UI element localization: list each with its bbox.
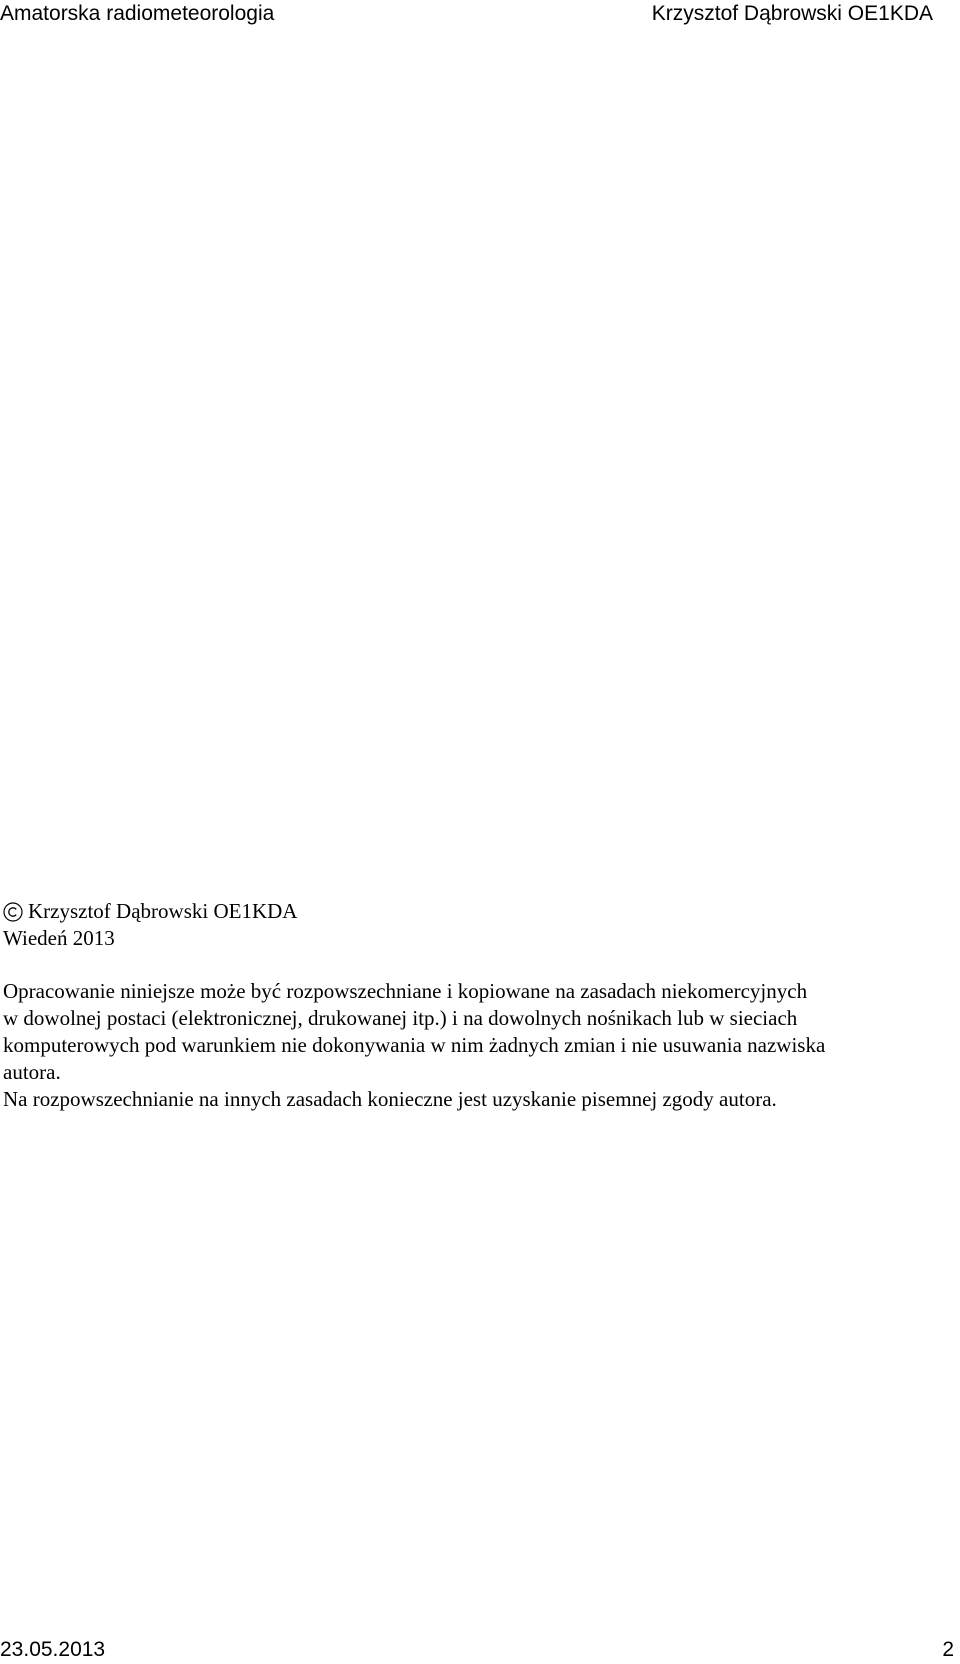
document-title: Amatorska radiometeorologia bbox=[0, 2, 275, 25]
page-number: 2 bbox=[942, 1638, 954, 1661]
copyright-block bbox=[3, 898, 297, 952]
place-year: Wiedeń 2013 bbox=[3, 926, 115, 950]
license-line: w dowolnej postaci (elektronicznej, drukowanej itp.) i na dowolnych nośnikach lub w sieciach bbox=[3, 1006, 798, 1030]
copyright-line bbox=[3, 898, 297, 925]
license-text bbox=[3, 978, 943, 1113]
copyright-icon bbox=[3, 902, 23, 922]
copyright-holder: Krzysztof Dąbrowski OE1KDA bbox=[28, 899, 298, 923]
license-line: autora. bbox=[3, 1060, 61, 1084]
page-header bbox=[0, 0, 960, 32]
header-author: Krzysztof Dąbrowski OE1KDA bbox=[651, 2, 933, 25]
license-line: komputerowych pod warunkiem nie dokonywania w nim żadnych zmian i nie usuwania nazwiska bbox=[3, 1033, 826, 1057]
footer-date: 23.05.2013 bbox=[0, 1638, 106, 1661]
license-line: Opracowanie niniejsze może być rozpowszechniane i kopiowane na zasadach niekomercyjnych bbox=[3, 979, 808, 1003]
license-line: Na rozpowszechnianie na innych zasadach konieczne jest uzyskanie pisemnej zgody autora. bbox=[3, 1087, 777, 1111]
page-footer bbox=[0, 1636, 960, 1664]
